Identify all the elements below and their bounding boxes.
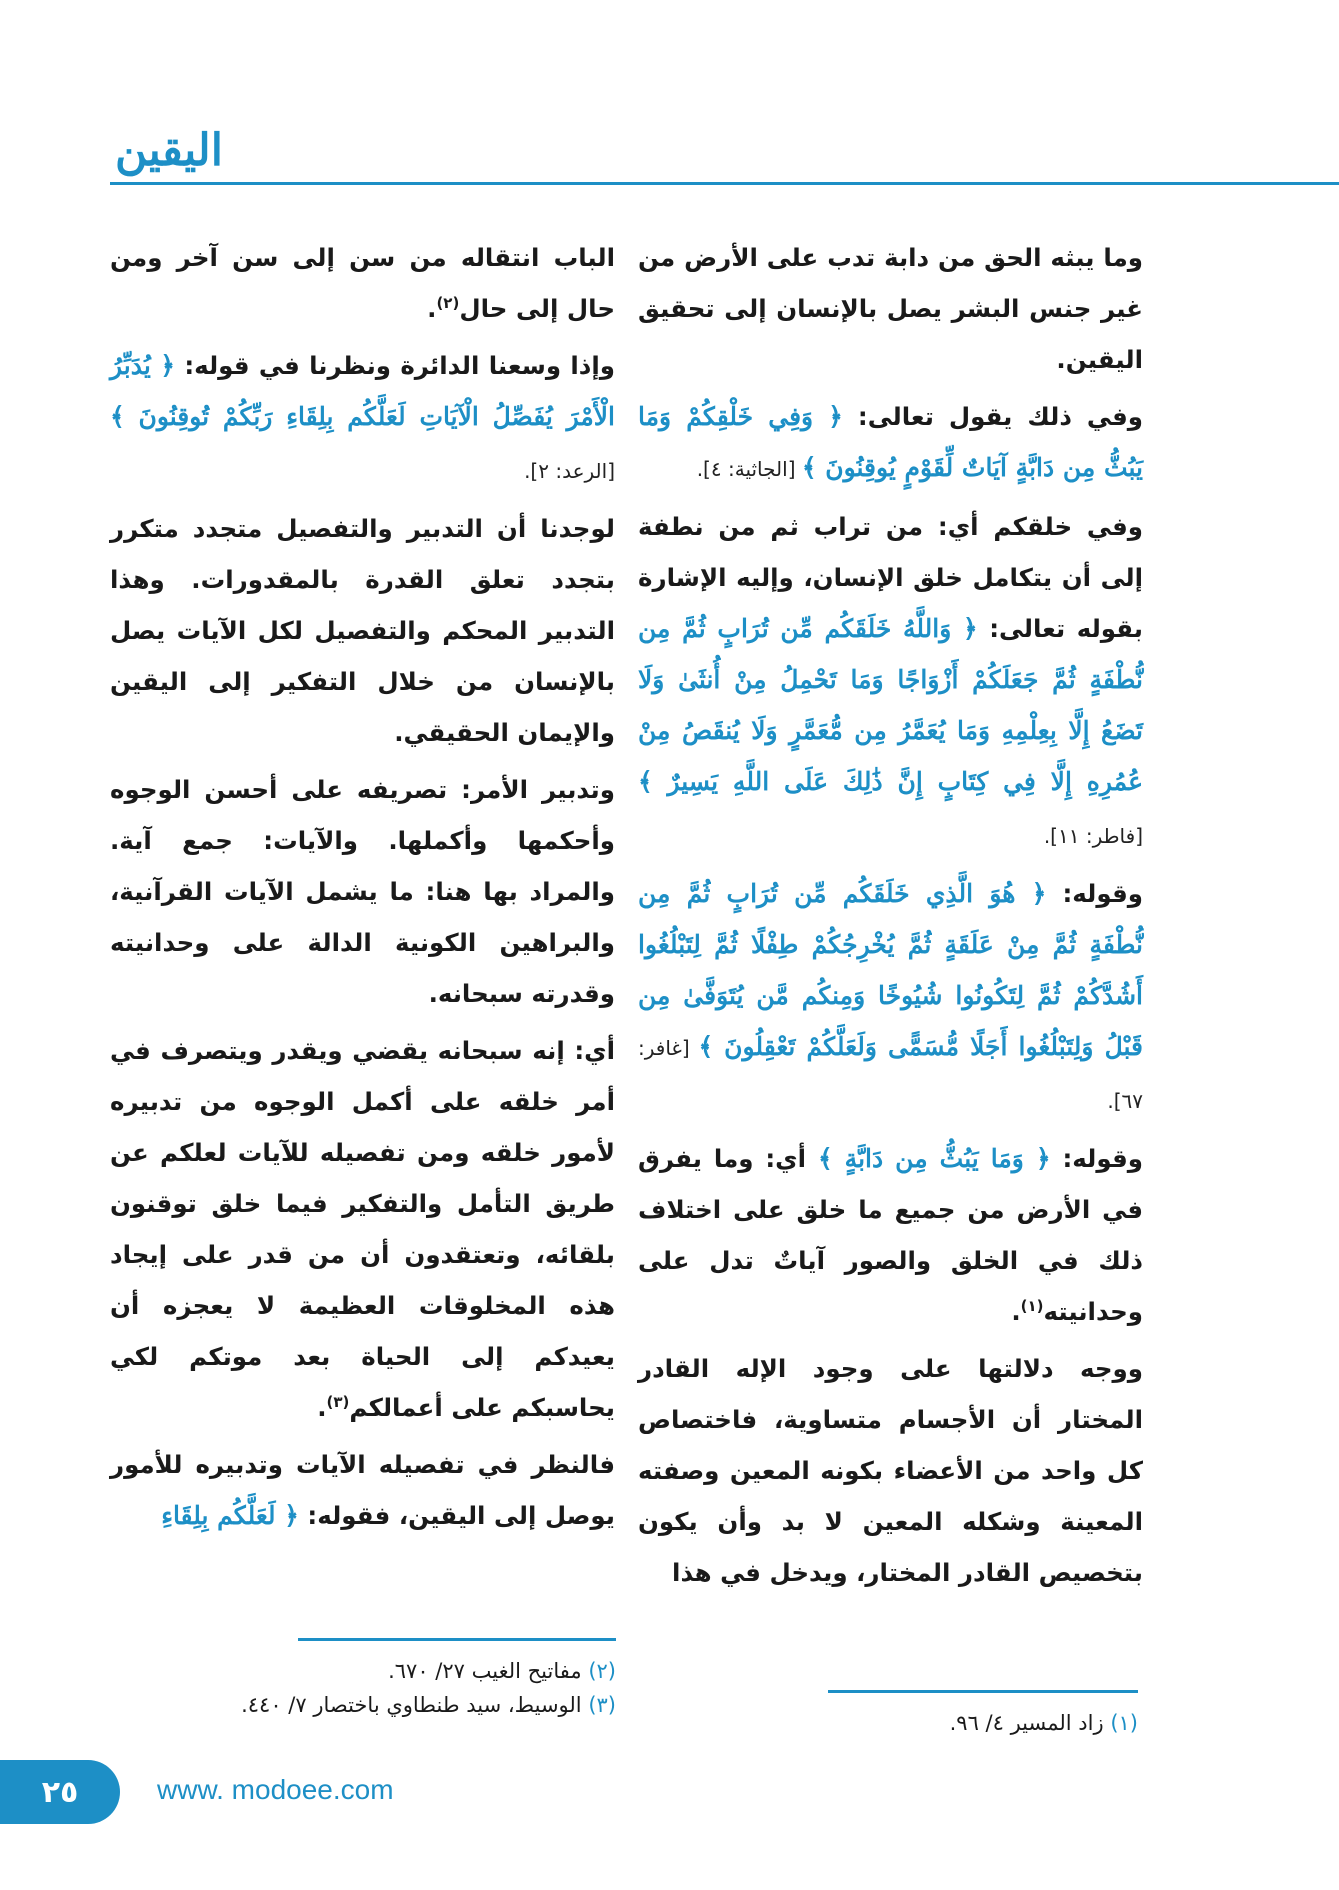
footnotes-right	[828, 1706, 1138, 1740]
paragraph	[638, 1343, 1143, 1598]
paragraph-text: وفي ذلك يقول تعالى:	[842, 402, 1143, 431]
header-divider	[110, 182, 1339, 185]
paragraph-text: وفي خلقكم أي: من تراب ثم من نطفة إلى أن يتكامل خلق الإنسان، وإليه الإشارة بقوله تعالى:	[638, 512, 1143, 643]
footnote-marker[interactable]: (٢)	[436, 293, 460, 312]
paragraph-text: .	[427, 294, 437, 323]
paragraph	[110, 232, 615, 334]
verse-reference: [فاطر: ١١].	[1043, 824, 1143, 848]
paragraph	[110, 503, 615, 758]
paragraph	[638, 501, 1143, 862]
quran-verse: ﴿ وَمَا يَبُثُّ مِن دَابَّةٍ ﴾	[817, 1144, 1051, 1173]
paragraph-text: وتدبير الأمر: تصريفه على أحسن الوجوه وأحكمها وأكملها. والآيات: جمع آية. والمراد بها هنا: ما يشمل الآيات القرآنية، والبراهين الكونية الدالة على وحدانيته وقدرته سبحانه.	[110, 775, 615, 1008]
footnote-number: (٢)	[588, 1659, 616, 1683]
paragraph-text: الباب انتقاله من سن إلى سن آخر ومن حال إلى حال	[110, 243, 615, 323]
footnote-divider	[298, 1638, 616, 1641]
verse-reference: [الجاثية: ٤].	[696, 457, 802, 481]
paragraph	[638, 868, 1143, 1127]
page-number-badge	[0, 1760, 120, 1824]
verse-reference: [غافر: ٦٧].	[638, 1036, 1143, 1113]
footnote-text: مفاتيح الغيب ٢٧/ ٦٧٠.	[388, 1659, 582, 1683]
footnote-number: (٣)	[588, 1693, 616, 1717]
paragraph	[110, 1025, 615, 1433]
footnote-divider	[828, 1690, 1138, 1693]
footnote-item	[150, 1654, 616, 1688]
footnote-item	[828, 1706, 1138, 1740]
right-column	[638, 232, 1143, 1604]
quran-verse: ﴿ لَعَلَّكُم بِلِقَاءِ	[161, 1501, 299, 1530]
website-link[interactable]: www. modoee.com	[157, 1774, 394, 1805]
footnotes-left	[150, 1654, 616, 1722]
footnote-number: (١)	[1110, 1711, 1138, 1735]
paragraph-text: وقوله:	[1046, 879, 1143, 908]
paragraph-text: وقوله:	[1050, 1144, 1143, 1173]
paragraph	[110, 1439, 615, 1541]
footnote-text: زاد المسير ٤/ ٩٦.	[949, 1711, 1104, 1735]
paragraph-text: وإذا وسعنا الدائرة ونظرنا في قوله:	[175, 351, 616, 380]
paragraph-text: .	[1011, 1297, 1021, 1326]
paragraph-text: .	[317, 1393, 327, 1422]
paragraph-text: أي: وما يفرق في الأرض من جميع ما خلق على اختلاف ذلك في الخلق والصور آياتٌ تدل على وحدانيته	[638, 1144, 1143, 1326]
paragraph-text: فالنظر في تفصيله الآيات وتدبيره للأمور يوصل إلى اليقين، فقوله:	[110, 1450, 615, 1530]
page-header-title: اليقين	[115, 125, 223, 176]
quran-verse: ﴿ وَاللَّهُ خَلَقَكُم مِّن تُرَابٍ ثُمَّ مِن نُّطْفَةٍ ثُمَّ جَعَلَكُمْ أَزْوَاجًا وَمَا تَحْمِلُ مِنْ أُنثَىٰ وَلَا تَضَعُ إِلَّا بِعِلْمِهِ وَمَا يُعَمَّرُ مِن مُّعَمَّرٍ وَلَا يُنقَصُ مِنْ عُمُرِهِ إِلَّا فِي كِتَابٍ إِنَّ ذَٰلِكَ عَلَى اللَّهِ يَسِيرٌ ﴾	[638, 614, 1143, 796]
paragraph-text: لوجدنا أن التدبير والتفصيل متجدد متكرر بتجدد تعلق القدرة بالمقدورات. وهذا التدبير المحكم والتفصيل لكل الآيات يصل بالإنسان من خلال التفكير إلى اليقين والإيمان الحقيقي.	[110, 514, 615, 747]
paragraph-text: ووجه دلالتها على وجود الإله القادر المختار أن الأجسام متساوية، فاختصاص كل واحد من الأعضاء بكونه المعين وصفته المعينة وشكله المعين لا بد وأن يكون بتخصيص القادر المختار، ويدخل في هذا	[638, 1354, 1143, 1587]
paragraph	[638, 391, 1143, 495]
paragraph	[110, 764, 615, 1019]
quran-verse: ﴿ هُوَ الَّذِي خَلَقَكُم مِّن تُرَابٍ ثُمَّ مِن نُّطْفَةٍ ثُمَّ مِنْ عَلَقَةٍ ثُمَّ يُخْرِجُكُمْ طِفْلًا ثُمَّ لِتَبْلُغُوا أَشُدَّكُمْ ثُمَّ لِتَكُونُوا شُيُوخًا وَمِنكُم مَّن يُتَوَفَّىٰ مِن قَبْلُ وَلِتَبْلُغُوا أَجَلًا مُّسَمًّى وَلَعَلَّكُمْ تَعْقِلُونَ ﴾	[638, 879, 1144, 1061]
paragraph	[110, 340, 615, 497]
left-column	[110, 232, 615, 1547]
paragraph	[638, 1133, 1143, 1337]
paragraph-text: أي: إنه سبحانه يقضي ويقدر ويتصرف في أمر خلقه على أكمل الوجوه من تدبيره لأمور خلقه ومن تفصيله للآيات لعلكم عن طريق التأمل والتفكير فيما خلق توقنون بلقائه، وتعتقدون أن من قدر على إيجاد هذه المخلوقات العظيمة لا يعجزه أن يعيدكم إلى الحياة بعد موتكم لكي يحاسبكم على أعمالكم	[110, 1036, 615, 1422]
footnote-marker[interactable]: (٣)	[326, 1392, 350, 1411]
paragraph-text: وما يبثه الحق من دابة تدب على الأرض من غير جنس البشر يصل بالإنسان إلى تحقيق اليقين.	[638, 243, 1143, 374]
verse-reference: [الرعد: ٢].	[524, 459, 615, 483]
page-number: ٢٥	[41, 1774, 79, 1810]
paragraph	[638, 232, 1143, 385]
footnote-text: الوسيط، سيد طنطاوي باختصار ٧/ ٤٤٠.	[241, 1693, 582, 1717]
footnote-marker[interactable]: (١)	[1020, 1296, 1044, 1315]
footnote-item	[150, 1688, 616, 1722]
quran-verse: ﴿ وَفِي خَلْقِكُمْ وَمَا يَبُثُّ مِن دَابَّةٍ آيَاتٌ لِّقَوْمٍ يُوقِنُونَ ﴾	[638, 402, 1143, 482]
quran-verse: ﴿ يُدَبِّرُ الْأَمْرَ يُفَصِّلُ الْآيَاتِ لَعَلَّكُم بِلِقَاءِ رَبِّكُمْ تُوقِنُونَ ﴾	[110, 351, 615, 431]
